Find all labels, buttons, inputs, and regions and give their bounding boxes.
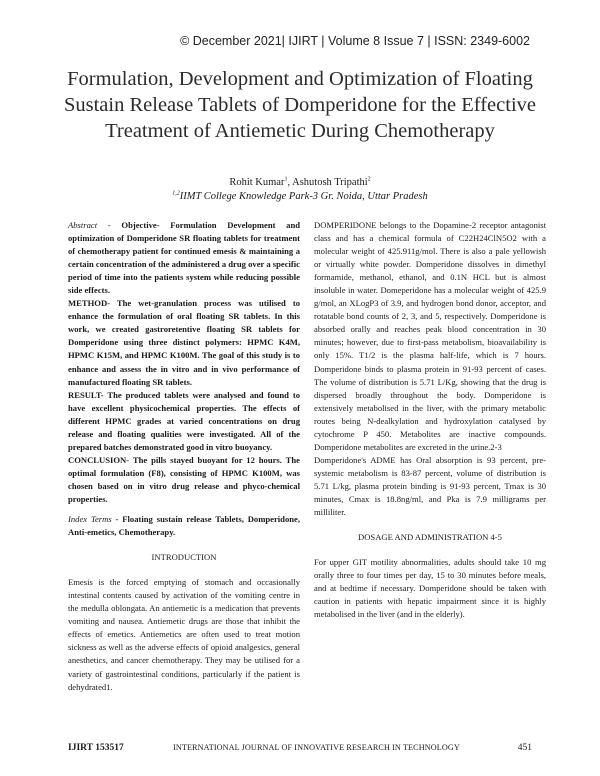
author-2-affiliation-mark: 2 [367,176,371,183]
domperidone-description: DOMPERIDONE belongs to the Dopamine-2 receptor antagonist class and has a chemical formula of C22H24ClN5O2 with a molecular weight of 425.911g/mol. There is also a pale yellowish or virtually white powder. Domperidone dissolves in dimethyl formamide, methanol, ethanol, and 0.1N HCL but is almost insoluble in water. Domeperidone has a molecular weight of 425.9 g/mol, an XLogP3 of 3.9, and hydrogen bond donor, acceptor, and rotatable bond counts of 2, 3, and 5, respectively. Domperidone is absorbed orally and reaches peak blood concentration in 30 minutes; however, due to first-pass metabolism, bioavailability is only 15%. T1/2 is the plasma half-life, which is 7 hours. Domperidone binds to plasma protein in 91-93 percent of cases. The volume of distribution is 5.71 L/Kg, showing that the drug is dispersed broadly throughout the body. Domperidone is extensively metabolised in the liver, with the primary metabolic routes being N-dealkylation and hydroxylation catalysed by cytochrome P 450. Metabolites are inactive compounds. Domperidone metabolites are excreted in the urine.2-3 [314,220,546,452]
author-1: Rohit Kumar [229,177,285,188]
title-line-1: Formulation, Development and Optimization of Floating [67,68,533,90]
footer-page-number: 451 [517,743,532,753]
author-1-affiliation-mark: 1 [284,176,288,183]
affiliation-text: IIMT College Knowledge Park-3 Gr. Noida, Uttar Pradesh [179,191,428,202]
dosage-text: For upper GIT motility abnormalities, adults should take 10 mg orally three to four times per day, 15 to 30 minutes before meals, and at bedtime if necessary. Domperidone should be taken with caution in patients with hepatic impairment since it is highly metabolised in the liver (and in the elderly). [314,557,546,620]
right-column [314,219,546,621]
abstract-method: METHOD- The wet-granulation process was utilised to enhance the formulation of oral floating SR tablets. In this work, we created gastroretentive floating SR tablets for Domperidone using three distinct polymers: HPMC K4M, HPMC K15M, and HPMC K100M. The goal of this study is to enhance and assess the in vitro and in vivo performance of manufactured floating SR tablets. [68,298,300,387]
left-column [68,219,300,694]
affiliation [0,190,600,203]
affiliation-mark: 1,2 [172,190,180,197]
journal-citation-header: © December 2021| IJIRT | Volume 8 Issue 7 | ISSN: 2349-6002 [180,34,530,48]
abstract-label: Abstract - [68,220,111,230]
index-terms-label: Index Terms [68,514,112,525]
title-line-3: Treatment of Antiemetic During Chemotherapy [105,120,495,142]
author-list [0,176,600,189]
abstract-conclusion: CONCLUSION- The pills stayed buoyant for 12 hours. The optimal formulation (F8), consisting of HPMC K100M, was chosen based on in vitro drug release and phyco-chemical properties. [68,454,300,504]
page-footer [68,743,532,757]
index-terms [68,513,300,539]
dosage-heading: DOSAGE AND ADMINISTRATION 4-5 [358,532,502,543]
footer-journal-name: INTERNATIONAL JOURNAL OF INNOVATIVE RESEARCH IN TECHNOLOGY [173,743,460,752]
title-line-2: Sustain Release Tablets of Domperidone for the Effective [63,94,536,116]
footer-paper-id: IJIRT 153517 [68,743,124,753]
author-separator: , [287,177,293,188]
paper-title [40,66,560,144]
author-2: Ashutosh Tripathi [292,177,368,188]
domperidone-adme: Domperidone's ADME has Oral absorption is 93 percent, pre-systemic metabolism is 83-87 percent, volume of distribution is 5.71 L/kg, plasma protein binding is 91-93 percent, Tmax is 30 minutes, Cmax is 18.8ng/ml, and Pka is 7.9 milligrams per milliliter. [314,454,546,518]
abstract-result: RESULT- The produced tablets were analysed and found to have excellent physicochemical properties. The effects of different HPMC grades at varied concentrations on drug release and floating qualities were investigated. All of the prepared batches demonstrated good in vitro buoyancy. [68,389,300,452]
abstract-objective [68,219,300,297]
introduction-text: Emesis is the forced emptying of stomach and occasionally intestinal contents caused by activation of the vomiting centre in the medulla oblongata. An antiemetic is a medication that prevents vomiting and nausea. Antiemetic drugs are those that inhibit the effects of emetics. Antiemetics are often used to treat motion sickness as well as the adverse effects of opioid analgesics, general anesthetics, and cancer chemotherapy. They may be utilised for a variety of gastrointestinal conditions, particularly if the patient is dehydrated1. [68,577,300,692]
introduction-heading: INTRODUCTION [151,552,217,563]
abstract-objective-text: Objective- Formulation Development and optimization of Domperidone SR floating tablets for treatment of chemotherapy patient for continued emesis & maintaining a certain concentration of the administered a drug over a specific period of time into the patients system while reducing possible side effects. [68,220,301,296]
index-terms-text: - Floating sustain release Tablets, Domperidone, Anti-emetics, Chemotherapy. [68,514,300,538]
